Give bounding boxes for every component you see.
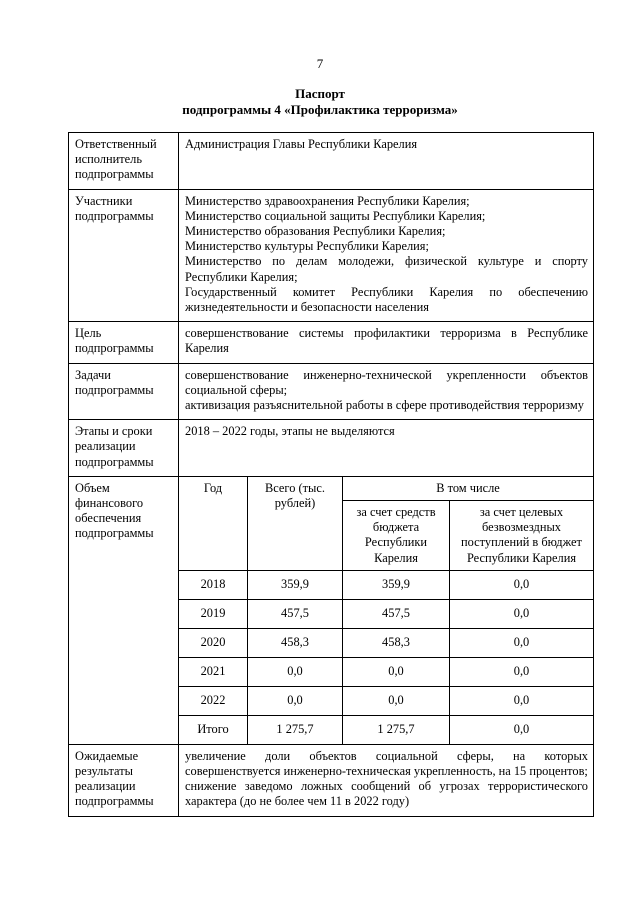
- row-responsible: [69, 133, 594, 190]
- participant-item: Министерство социальной защиты Республики Карелия;: [185, 208, 486, 223]
- cell-total: 0,0: [248, 657, 343, 686]
- financing-row: [179, 686, 593, 715]
- header-grants: за счет целевых безвозмездных поступлений в бюджет Республики Карелия: [450, 501, 594, 571]
- label-responsible: Ответственный исполнитель подпрограммы: [69, 133, 179, 190]
- label-participants: Участники подпрограммы: [69, 189, 179, 322]
- result-item: увеличение доли объектов социальной сферы, на которых совершенствуется инженерно-техническая укрепленность, на 15 процентов;: [185, 748, 588, 779]
- row-goal: [69, 322, 594, 363]
- cell-total: 458,3: [248, 628, 343, 657]
- label-goal: Цель подпрограммы: [69, 322, 179, 363]
- participant-item: Министерство культуры Республики Карелия;: [185, 239, 429, 254]
- value-responsible: Администрация Главы Республики Карелия: [179, 133, 594, 190]
- participant-item: Государственный комитет Республики Карелия по обеспечению жизнедеятельности и безопасности населения: [185, 284, 588, 315]
- header-year: Год: [179, 477, 248, 571]
- financing-row: [179, 657, 593, 686]
- cell-total: 359,9: [248, 570, 343, 599]
- participant-item: Министерство здравоохранения Республики Карелия;: [185, 193, 470, 208]
- cell-year: Итого: [179, 715, 248, 744]
- header-including: В том числе: [343, 477, 594, 501]
- financing-header-row: [179, 477, 593, 501]
- row-results: [69, 744, 594, 816]
- value-tasks: [179, 363, 594, 420]
- row-tasks: [69, 363, 594, 420]
- participant-item: Министерство по делам молодежи, физической культуре и спорту Республики Карелия;: [185, 254, 588, 284]
- title-line-2: подпрограммы 4 «Профилактика терроризма»: [182, 102, 458, 117]
- cell-budget: 457,5: [343, 599, 450, 628]
- row-stages: [69, 420, 594, 477]
- value-participants: [179, 189, 594, 322]
- value-goal: совершенствование системы профилактики терроризма в Республике Карелия: [179, 322, 594, 363]
- financing-row: [179, 599, 593, 628]
- value-results: [179, 744, 594, 816]
- cell-total: 0,0: [248, 686, 343, 715]
- passport-table: [68, 132, 594, 817]
- cell-year: 2021: [179, 657, 248, 686]
- financing-row: [179, 628, 593, 657]
- header-total: Всего (тыс. рублей): [248, 477, 343, 571]
- label-results: Ожидаемые результаты реализации подпрограммы: [69, 744, 179, 816]
- cell-budget: 1 275,7: [343, 715, 450, 744]
- header-budget: за счет средств бюджета Республики Карелия: [343, 501, 450, 571]
- page-number: 7: [316, 56, 324, 71]
- label-tasks: Задачи подпрограммы: [69, 363, 179, 420]
- task-item: совершенствование инженерно-технической укрепленности объектов социальной сферы;: [185, 367, 588, 397]
- cell-year: 2018: [179, 570, 248, 599]
- label-financing: Объем финансового обеспечения подпрограммы: [69, 476, 179, 744]
- cell-grants: 0,0: [450, 715, 594, 744]
- label-stages: Этапы и сроки реализации подпрограммы: [69, 420, 179, 477]
- financing-total-row: [179, 715, 593, 744]
- cell-grants: 0,0: [450, 570, 594, 599]
- row-financing: [69, 476, 594, 744]
- result-item: снижение заведомо ложных сообщений об угрозах террористического характера (до не более чем 11 в 2022 году): [185, 779, 588, 809]
- financing-row: [179, 570, 593, 599]
- cell-grants: 0,0: [450, 657, 594, 686]
- row-participants: [69, 189, 594, 322]
- task-item: активизация разъяснительной работы в сфере противодействия терроризму: [185, 398, 584, 413]
- cell-budget: 0,0: [343, 686, 450, 715]
- document-title: [0, 86, 640, 118]
- title-line-1: Паспорт: [295, 86, 345, 101]
- participant-item: Министерство образования Республики Карелия;: [185, 224, 446, 239]
- cell-budget: 458,3: [343, 628, 450, 657]
- cell-grants: 0,0: [450, 686, 594, 715]
- financing-table-cell: [179, 476, 594, 744]
- cell-year: 2022: [179, 686, 248, 715]
- cell-total: 1 275,7: [248, 715, 343, 744]
- financing-table: [179, 477, 593, 744]
- cell-grants: 0,0: [450, 599, 594, 628]
- cell-budget: 0,0: [343, 657, 450, 686]
- cell-grants: 0,0: [450, 628, 594, 657]
- cell-year: 2020: [179, 628, 248, 657]
- cell-year: 2019: [179, 599, 248, 628]
- value-stages: 2018 – 2022 годы, этапы не выделяются: [179, 420, 594, 477]
- cell-total: 457,5: [248, 599, 343, 628]
- cell-budget: 359,9: [343, 570, 450, 599]
